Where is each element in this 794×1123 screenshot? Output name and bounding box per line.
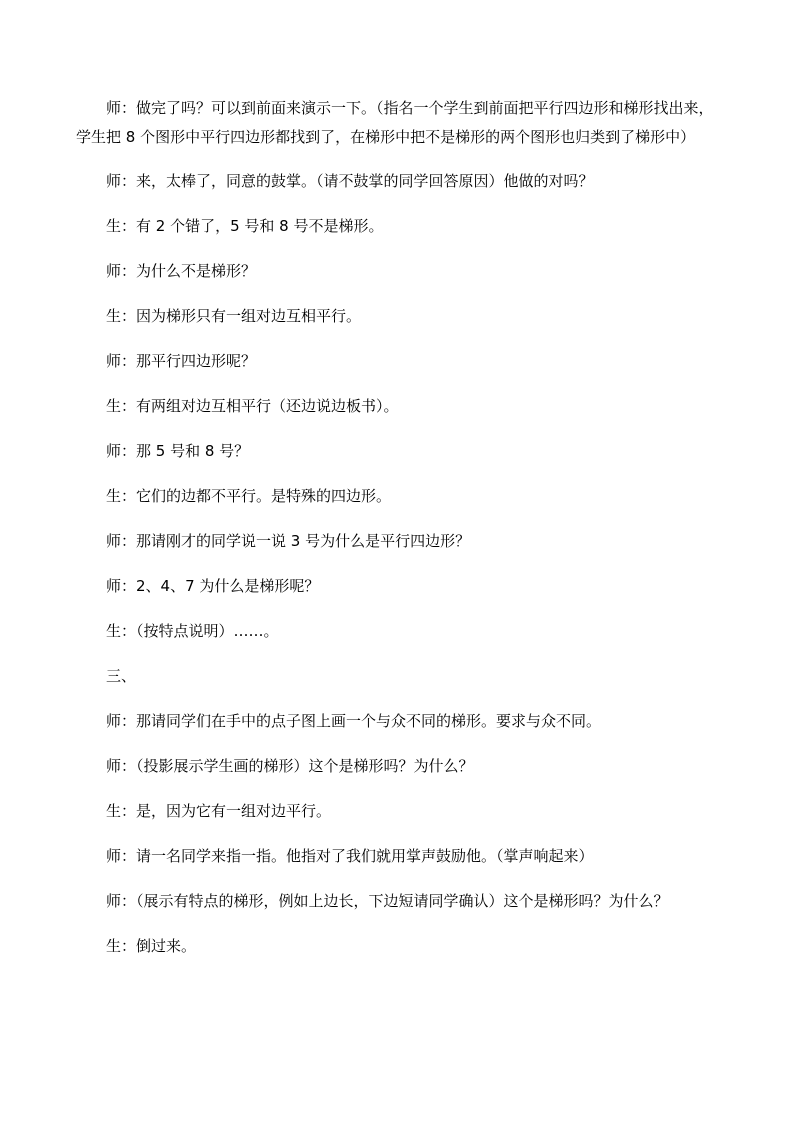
paragraph-3: 生：有 2 个错了，5 号和 8 号不是梯形。 <box>106 217 384 235</box>
paragraph-10: 师：那请刚才的同学说一说 3 号为什么是平行四边形？ <box>106 532 471 550</box>
section-heading: 三、 <box>106 667 137 685</box>
paragraph-4: 师：为什么不是梯形？ <box>106 262 257 280</box>
paragraph-15: 师：（投影展示学生画的梯形）这个是梯形吗？为什么？ <box>106 757 474 775</box>
paragraph-1: 师：做完了吗？可以到前面来演示一下。（指名一个学生到前面把平行四边形和梯形找出来，学生把 8 个图形中平行四边形都找到了，在梯形中把不是梯形的两个图形也归类到了梯形中） <box>76 99 714 146</box>
paragraph-8: 师：那 5 号和 8 号？ <box>106 442 250 460</box>
paragraph-17: 师：请一名同学来指一指。他指对了我们就用掌声鼓励他。（掌声响起来） <box>106 847 594 865</box>
paragraph-6: 师：那平行四边形呢？ <box>106 352 257 370</box>
paragraph-18: 师：（展示有特点的梯形，例如上边长，下边短请同学确认）这个是梯形吗？为什么？ <box>106 892 669 910</box>
paragraph-9: 生：它们的边都不平行。是特殊的四边形。 <box>106 487 392 505</box>
paragraph-12: 生：（按特点说明）……。 <box>106 622 279 640</box>
document-body <box>76 94 718 977</box>
paragraph-14: 师：那请同学们在手中的点子图上画一个与众不同的梯形。要求与众不同。 <box>106 712 602 730</box>
paragraph-19: 生：倒过来。 <box>106 937 197 955</box>
paragraph-11: 师：2、4、7 为什么是梯形呢？ <box>106 577 320 595</box>
paragraph-2: 师：来，太棒了，同意的鼓掌。（请不鼓掌的同学回答原因）他做的对吗？ <box>106 172 594 190</box>
paragraph-5: 生：因为梯形只有一组对边互相平行。 <box>106 307 362 325</box>
paragraph-16: 生：是，因为它有一组对边平行。 <box>106 802 332 820</box>
paragraph-7: 生：有两组对边互相平行（还边说边板书）。 <box>106 397 399 415</box>
